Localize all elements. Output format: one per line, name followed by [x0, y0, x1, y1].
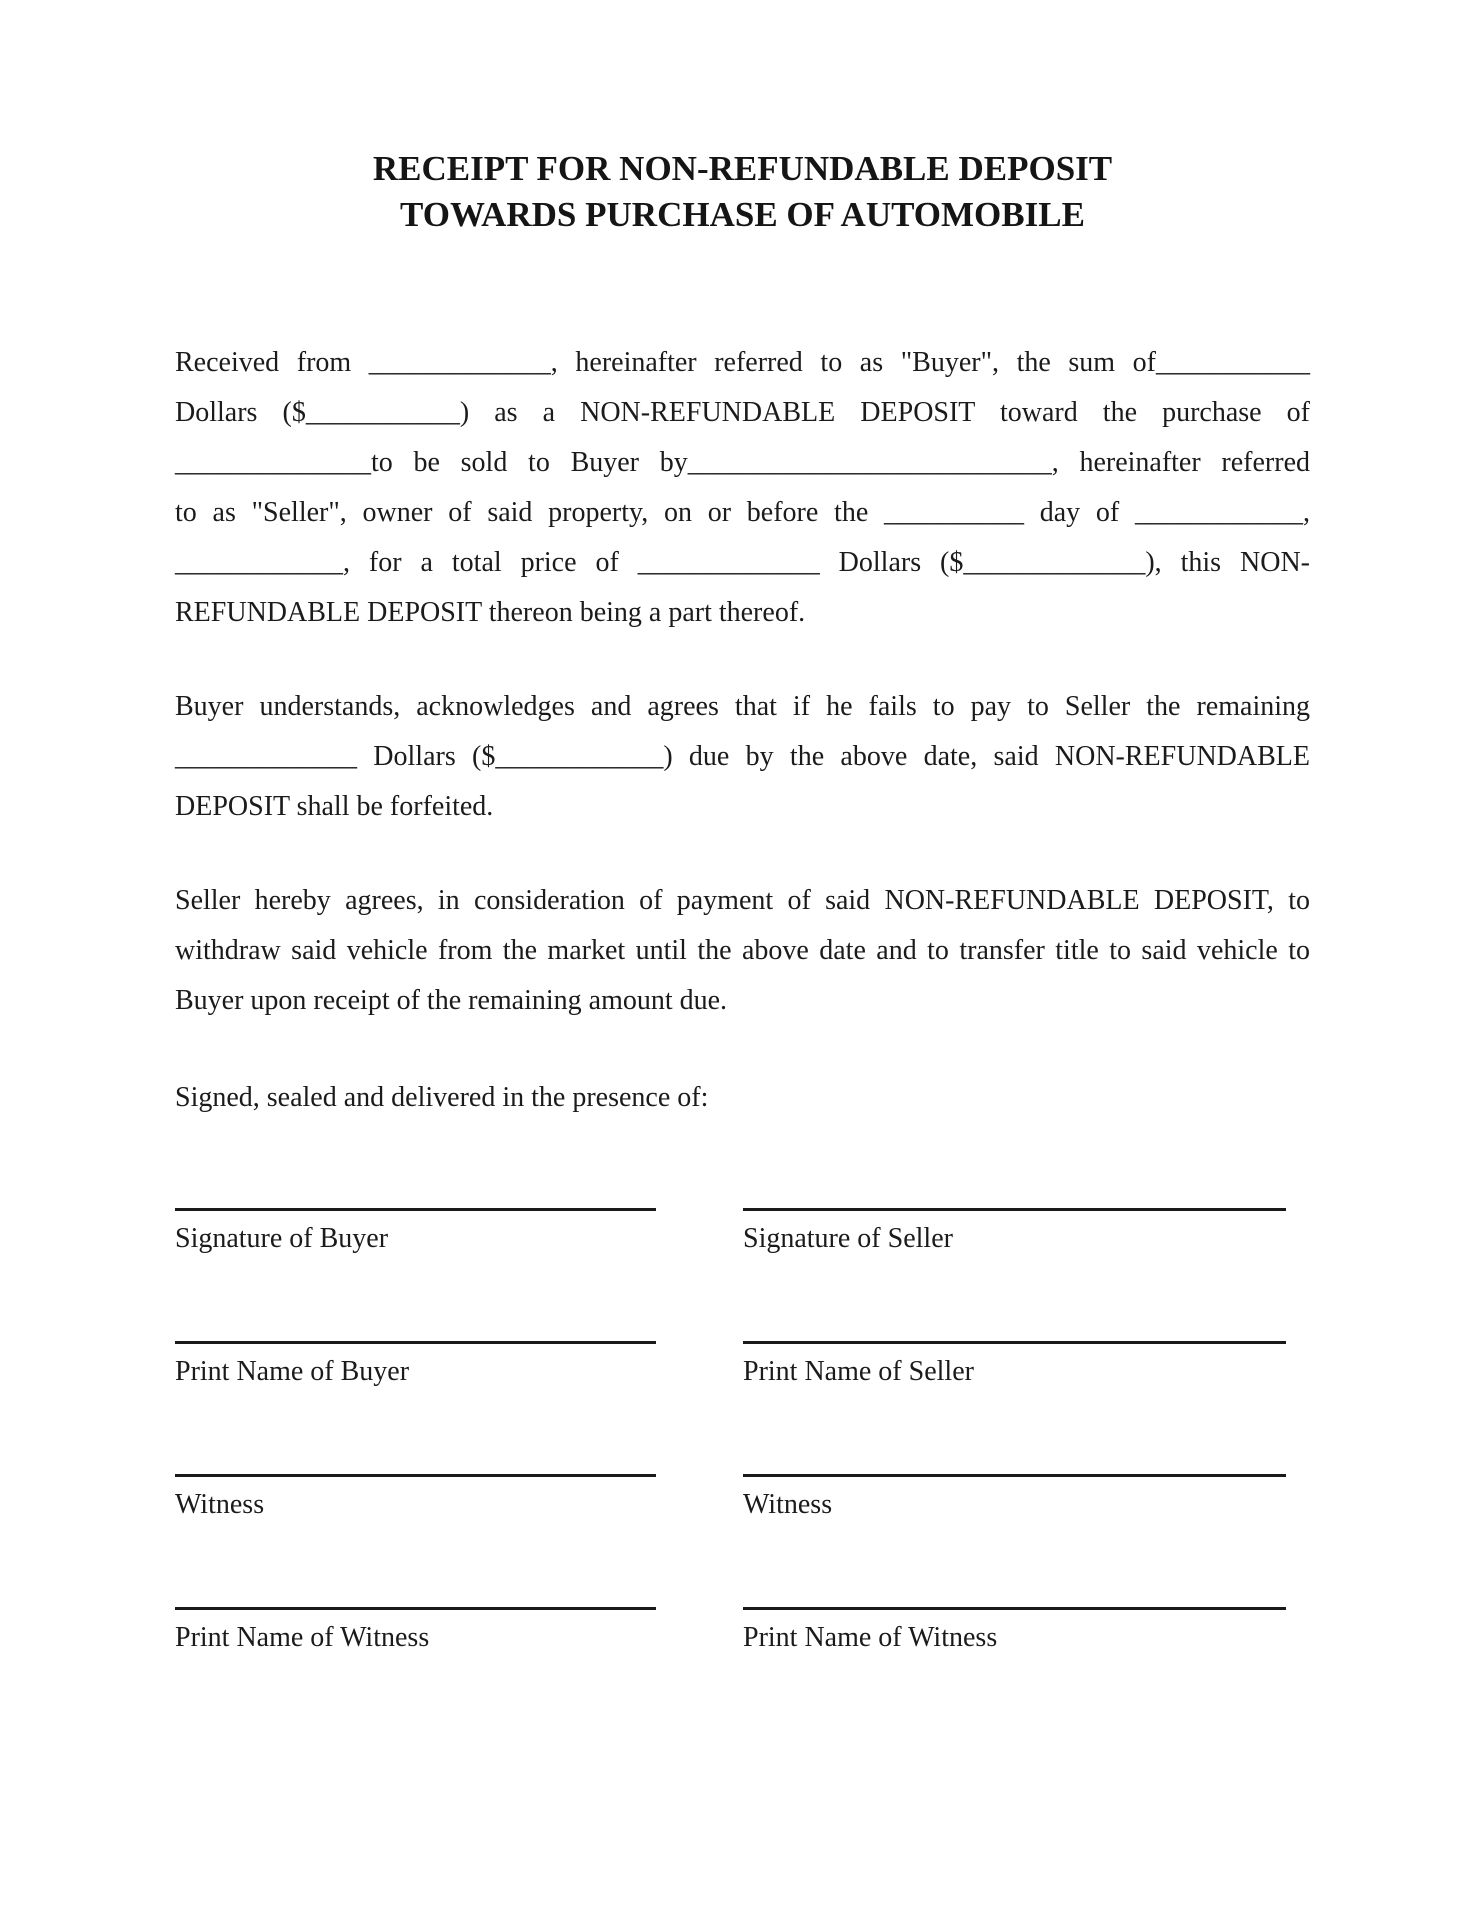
- signature-row-witness-print-names: [175, 1607, 1310, 1655]
- form-title: [175, 146, 1310, 238]
- witness-right-label: Witness: [743, 1489, 833, 1520]
- paragraph-line: DEPOSIT shall be forfeited.: [175, 791, 494, 822]
- witness-left-label: Witness: [175, 1489, 265, 1520]
- presence-statement: Signed, sealed and delivered in the presence of:: [175, 1082, 709, 1113]
- buyer-signature-label: Signature of Buyer: [175, 1223, 389, 1254]
- paragraph-line: to as "Seller", owner of said property, on or before the __________ day of ____________,: [175, 497, 1310, 528]
- form-title-line-1: RECEIPT FOR NON-REFUNDABLE DEPOSIT: [372, 149, 1113, 188]
- signature-row-signatures: [175, 1208, 1310, 1256]
- signature-section: [175, 1208, 1310, 1655]
- signature-row-print-names: [175, 1341, 1310, 1389]
- paragraph-line: Seller hereby agrees, in consideration of payment of said NON-REFUNDABLE DEPOSIT, to: [175, 885, 1310, 916]
- seller-signature-line: [743, 1208, 1286, 1256]
- paragraph-line: ______________to be sold to Buyer by__________________________, hereinafter referred: [175, 447, 1310, 478]
- page-content: [175, 0, 1310, 1655]
- witness-right-print-name-label: Print Name of Witness: [743, 1622, 998, 1653]
- paragraph-line: Buyer understands, acknowledges and agrees that if he fails to pay to Seller the remaining: [175, 691, 1310, 722]
- seller-signature-label: Signature of Seller: [743, 1223, 953, 1254]
- witness-left-print-name-line: [175, 1607, 656, 1655]
- buyer-signature-line: [175, 1208, 656, 1256]
- form-title-line-2: TOWARDS PURCHASE OF AUTOMOBILE: [400, 195, 1085, 234]
- paragraph-line: Received from _____________, hereinafter referred to as "Buyer", the sum of___________: [175, 347, 1310, 378]
- paragraph-deposit-received: [175, 338, 1310, 638]
- paragraph-seller-agreement: [175, 876, 1310, 1026]
- paragraph-line: withdraw said vehicle from the market until the above date and to transfer title to said vehicle to: [175, 935, 1310, 966]
- paragraph-forfeiture-terms: [175, 682, 1310, 832]
- signature-row-witnesses: [175, 1474, 1310, 1522]
- paragraph-line: _____________ Dollars ($____________) due by the above date, said NON-REFUNDABLE: [175, 741, 1310, 772]
- paragraph-line: Buyer upon receipt of the remaining amount due.: [175, 985, 728, 1016]
- seller-print-name-line: [743, 1341, 1286, 1389]
- paragraph-line: Dollars ($___________) as a NON-REFUNDABLE DEPOSIT toward the purchase of: [175, 397, 1310, 428]
- witness-left-line: [175, 1474, 656, 1522]
- seller-print-name-label: Print Name of Seller: [743, 1356, 974, 1387]
- paragraph-line: REFUNDABLE DEPOSIT thereon being a part thereof.: [175, 597, 806, 628]
- witness-left-print-name-label: Print Name of Witness: [175, 1622, 430, 1653]
- paragraph-line: ____________, for a total price of _____________ Dollars ($_____________), this NON-: [175, 547, 1310, 578]
- buyer-print-name-line: [175, 1341, 656, 1389]
- witness-right-line: [743, 1474, 1286, 1522]
- witness-right-print-name-line: [743, 1607, 1286, 1655]
- buyer-print-name-label: Print Name of Buyer: [175, 1356, 410, 1387]
